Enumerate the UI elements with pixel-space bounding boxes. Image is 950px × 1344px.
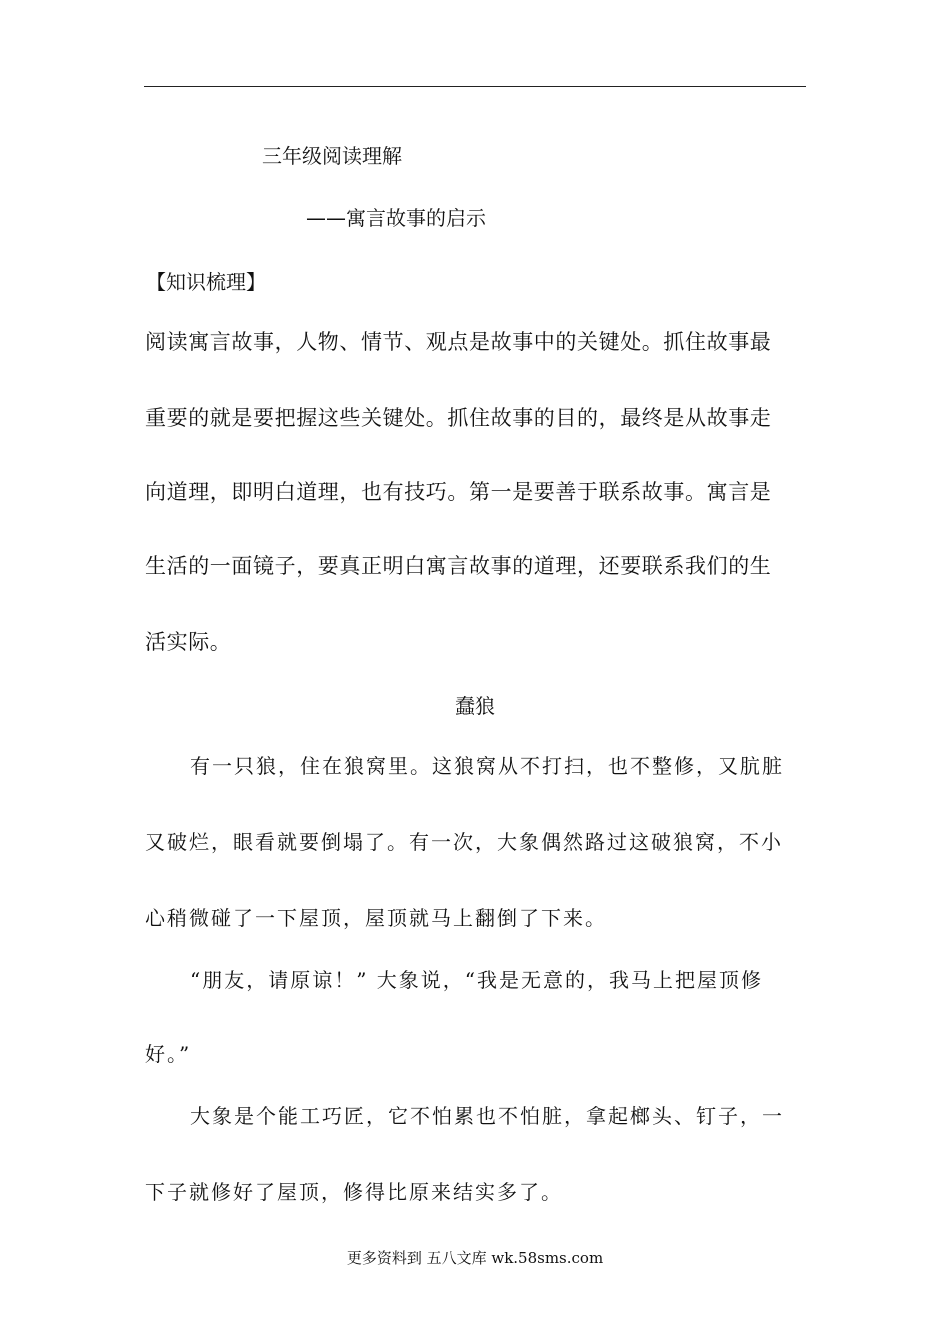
story-line: 下子就修好了屋顶，修得比原来结实多了。 [145,1180,563,1204]
story-line: 心稍微碰了一下屋顶，屋顶就马上翻倒了下来。 [145,906,607,930]
story-line: 又破烂，眼看就要倒塌了。有一次，大象偶然路过这破狼窝，不小 [145,830,783,854]
intro-line: 活实际。 [145,630,232,654]
story-title: 蠢狼 [455,694,495,718]
intro-line: 重要的就是要把握这些关键处。抓住故事的目的，最终是从故事走 [145,406,772,430]
page-title: 三年级阅读理解 [262,144,402,168]
page-subtitle: ——寓言故事的启示 [306,206,486,230]
story-line: 好。” [145,1042,192,1066]
intro-line: 向道理，即明白道理，也有技巧。第一是要善于联系故事。寓言是 [145,480,772,504]
section-heading: 【知识梳理】 [146,270,266,294]
header-rule [144,86,806,87]
story-line: 有一只狼，住在狼窝里。这狼窝从不打扫，也不整修，又肮脏 [190,754,784,778]
page-footer: 更多资料到 五八文库 wk.58sms.com [346,1249,604,1267]
story-line: “朋友，请原谅！” 大象说，“我是无意的，我马上把屋顶修 [190,968,764,992]
story-line: 大象是个能工巧匠，它不怕累也不怕脏，拿起榔头、钉子，一 [190,1104,784,1128]
intro-line: 阅读寓言故事，人物、情节、观点是故事中的关键处。抓住故事最 [145,330,772,354]
intro-line: 生活的一面镜子，要真正明白寓言故事的道理，还要联系我们的生 [145,554,772,578]
